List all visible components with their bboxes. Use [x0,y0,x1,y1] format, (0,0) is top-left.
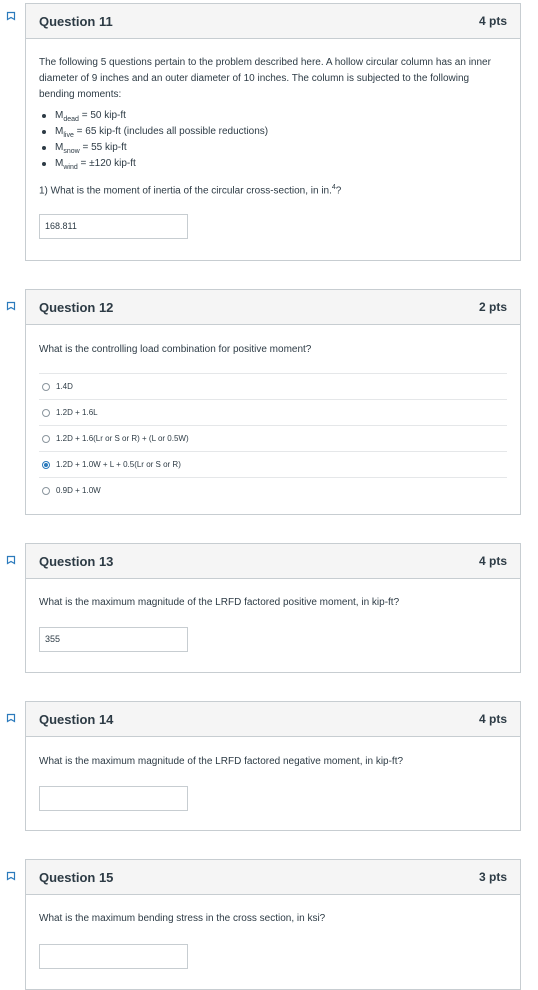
list-item: $M_{snow} = 55$ kip-ft [39,140,507,156]
question-prompt: 1) What is the moment of inertia of the circular cross-section, in in.$^4$? [39,184,342,197]
answer-option[interactable] [39,399,507,425]
answer-input[interactable] [39,944,188,969]
question-points: 4 pts [478,554,507,568]
question-body [26,737,520,770]
question-title: Question 15 [39,869,114,885]
radio-button[interactable] [42,383,50,391]
question-prompt: What is the maximum bending stress in the cross section, in ksi? [39,913,326,924]
list-item: $M_{live} = 65$ kip-ft (includes all possible reductions) [39,124,507,140]
question-points: 4 pts [478,712,507,726]
question-13 [25,543,521,673]
question-header [26,702,520,737]
question-14 [25,701,521,831]
list-item: $M_{wind} = \pm 120$ kip-ft [39,156,507,172]
question-body [26,895,520,927]
option-label: 1.2D + 1.6(Lr or S or R) + (L or 0.5W) [56,434,189,443]
answer-option[interactable] [39,373,507,399]
moment-list [39,108,507,172]
question-intro: The following 5 questions pertain to the problem described here. A hollow circular column has an inner diameter of 9 inches and an outer diameter of 10 inches. The column is subjected to the following bending moments: [39,57,491,100]
question-prompt: What is the controlling load combination for positive moment? [39,344,312,355]
radio-button[interactable] [42,487,50,495]
question-body [26,39,520,199]
radio-button-selected[interactable] [42,461,50,469]
flag-question-icon[interactable] [6,555,16,565]
question-header [26,544,520,579]
option-label: 1.4D [56,382,73,391]
question-header [26,860,520,895]
question-12 [25,289,521,515]
list-item: $M_{dead} = 50$ kip-ft [39,108,507,124]
flag-question-icon[interactable] [6,713,16,723]
radio-button[interactable] [42,409,50,417]
question-prompt: What is the maximum magnitude of the LRFD factored positive moment, in kip-ft? [39,597,400,608]
question-title: Question 12 [39,299,114,315]
option-label: 1.2D + 1.6L [56,408,98,417]
option-label: 0.9D + 1.0W [56,486,101,495]
question-title: Question 11 [39,13,113,29]
question-body [26,579,520,611]
question-points: 4 pts [478,14,507,28]
question-body [26,325,520,358]
question-header [26,4,520,39]
question-title: Question 13 [39,553,114,569]
option-label: 1.2D + 1.0W + L + 0.5(Lr or S or R) [56,460,181,469]
radio-button[interactable] [42,435,50,443]
question-prompt: What is the maximum magnitude of the LRFD factored negative moment, in kip-ft? [39,756,404,767]
question-header [26,290,520,325]
answer-input[interactable]: 168.811 [39,214,188,239]
answer-input[interactable] [39,786,188,811]
question-points: 3 pts [478,870,507,884]
answer-input[interactable]: 355 [39,627,188,652]
question-11 [25,3,521,261]
flag-question-icon[interactable] [6,11,16,21]
flag-question-icon[interactable] [6,871,16,881]
question-15 [25,859,521,990]
flag-question-icon[interactable] [6,301,16,311]
answer-option[interactable] [39,425,507,451]
answer-option[interactable] [39,477,507,503]
question-title: Question 14 [39,711,114,727]
question-points: 2 pts [478,300,507,314]
answer-option-selected[interactable] [39,451,507,477]
answer-options [39,373,507,503]
